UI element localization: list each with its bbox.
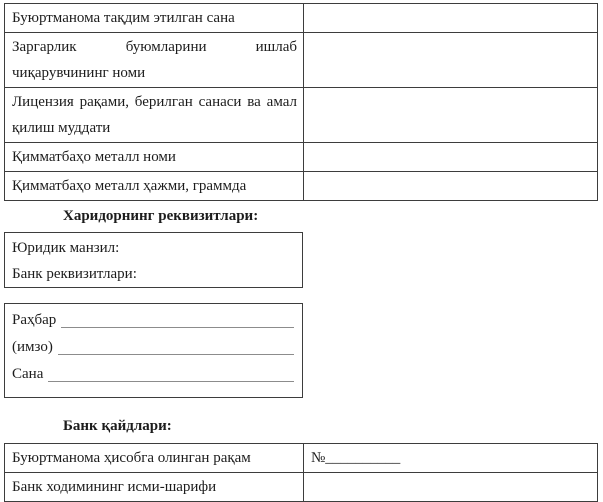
bank-requisites-label: Банк реквизитлари: [12,266,137,282]
order-details-table [4,3,598,201]
date-label: Сана [12,366,44,382]
field-label-cell [5,444,304,473]
field-label-line-1: Лицензия рақами, берилган санаси ва амал [12,94,297,110]
field-value-cell[interactable] [304,88,598,143]
field-label: Қимматбаҳо металл ҳажми, граммда [12,178,247,194]
manager-blank-line[interactable] [61,327,294,328]
field-value-cell[interactable] [304,4,598,33]
field-label-cell [5,473,304,502]
date-row [12,361,295,388]
field-label-cell [5,4,304,33]
field-value-cell[interactable] [304,172,598,201]
section-heading-buyer-requisites: Харидорнинг реквизитлари: [63,208,259,224]
signature-label: (имзо) [12,339,53,355]
field-label: Қимматбаҳо металл номи [12,149,176,165]
field-value-cell[interactable] [304,143,598,172]
date-blank-line[interactable] [48,381,294,382]
manager-signature-row [12,307,295,334]
registration-number-cell[interactable]: №__________ [304,444,598,473]
buyer-requisites-box [4,232,303,288]
section-heading-bank-notes: Банк қайдлари: [63,418,172,434]
signature-box [4,303,303,398]
bank-notes-table [4,443,598,502]
table-row [5,444,598,473]
field-label-cell [5,88,304,143]
signature-row [12,334,295,361]
field-value-cell[interactable] [304,33,598,88]
table-row [5,172,598,201]
table-row [5,4,598,33]
table-row [5,88,598,143]
field-label-cell [5,172,304,201]
legal-address-label: Юридик манзил: [12,240,120,256]
field-label-line-2: чиқарувчининг номи [12,65,146,81]
signature-blank-line[interactable] [58,354,294,355]
field-label-cell [5,143,304,172]
manager-label: Раҳбар [12,312,57,328]
table-row [5,33,598,88]
table-row [5,143,598,172]
field-label-cell [5,33,304,88]
table-row [5,473,598,502]
field-label-line-1: Заргарлик буюмларини ишлаб [12,39,297,55]
field-label: Банк ходимининг исми-шарифи [12,479,217,495]
field-label: Буюртманома тақдим этилган сана [12,10,235,26]
field-label-line-2: қилиш муддати [12,120,111,136]
field-value-cell[interactable] [304,473,598,502]
field-label: Буюртманома ҳисобга олинган рақам [12,450,251,466]
